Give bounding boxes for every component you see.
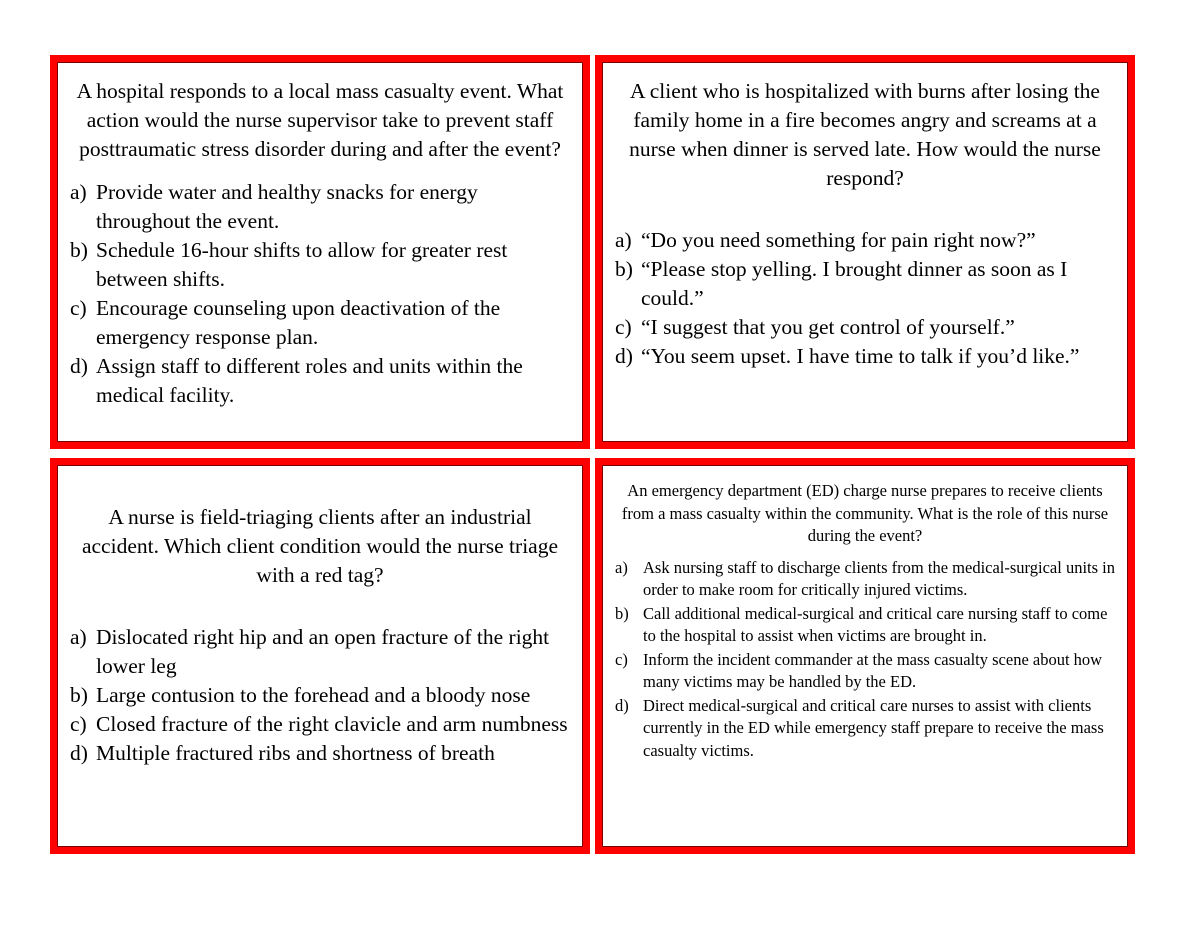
answer-option-c — [615, 649, 1118, 694]
option-text: “You seem upset. I have time to talk if you’d like.” — [641, 344, 1080, 368]
answer-option-d — [70, 352, 575, 410]
answer-option-c — [615, 313, 1120, 342]
option-text: Direct medical-surgical and critical care nurses to assist with clients currently in the ED while emergency staff prepare to receive the mass casualty victims. — [643, 695, 1104, 760]
option-text: Ask nursing staff to discharge clients from the medical-surgical units in order to make room for critically injured victims. — [643, 557, 1115, 599]
answer-option-d — [615, 695, 1118, 763]
option-text: Multiple fractured ribs and shortness of breath — [96, 741, 495, 765]
answer-option-c — [70, 710, 575, 739]
option-text: Dislocated right hip and an open fracture of the right lower leg — [96, 625, 550, 678]
option-text: Provide water and healthy snacks for energy throughout the event. — [96, 180, 478, 233]
question-card-3 — [50, 458, 590, 854]
option-letter: d) — [70, 354, 88, 378]
question-text: A hospital responds to a local mass casualty event. What action would the nurse supervisor take to prevent staff posttraumatic stress disorder during and after the event? — [76, 79, 564, 161]
option-text: Encourage counseling upon deactivation of the emergency response plan. — [96, 296, 501, 349]
option-letter: d) — [70, 741, 88, 765]
answer-option-a — [70, 178, 575, 236]
answer-option-b — [70, 236, 575, 294]
option-text: Schedule 16-hour shifts to allow for greater rest between shifts. — [96, 238, 508, 291]
question-text: An emergency department (ED) charge nurse prepares to receive clients from a mass casualty within the community. What is the role of this nurse during the event? — [621, 481, 1109, 545]
option-letter: b) — [615, 257, 633, 281]
option-letter: d) — [615, 344, 633, 368]
answer-option-c — [70, 294, 575, 352]
option-letter: c) — [615, 315, 632, 339]
answer-option-a — [615, 557, 1118, 602]
question-card-2 — [595, 55, 1135, 449]
option-text: Assign staff to different roles and units within the medical facility. — [96, 354, 523, 407]
question-text: A nurse is field-triaging clients after an industrial accident. Which client condition would the nurse triage with a red tag? — [81, 505, 559, 587]
option-letter: c) — [70, 296, 87, 320]
answer-option-a — [615, 226, 1120, 255]
option-letter: a) — [70, 625, 87, 649]
answer-option-b — [615, 255, 1120, 313]
option-text: “Do you need something for pain right now?” — [641, 228, 1036, 252]
option-letter: b) — [70, 238, 88, 262]
question-text: A client who is hospitalized with burns after losing the family home in a fire becomes angry and screams at a nurse when dinner is served late. How would the nurse respond? — [629, 79, 1101, 190]
option-text: “Please stop yelling. I brought dinner as soon as I could.” — [641, 257, 1068, 310]
option-text: Call additional medical-surgical and critical care nursing staff to come to the hospital to assist when victims are brought in. — [643, 603, 1108, 645]
question-card-4 — [595, 458, 1135, 854]
option-letter: a) — [615, 557, 628, 577]
answer-options — [57, 164, 583, 410]
option-letter: a) — [615, 228, 632, 252]
answer-options — [602, 193, 1128, 371]
question-card-1 — [50, 55, 590, 449]
option-text: Large contusion to the forehead and a bloody nose — [96, 683, 531, 707]
answer-options — [602, 548, 1128, 763]
answer-option-d — [615, 342, 1120, 371]
answer-option-a — [70, 623, 575, 681]
option-text: Inform the incident commander at the mass casualty scene about how many victims may be handled by the ED. — [643, 649, 1103, 691]
option-letter: a) — [70, 180, 87, 204]
answer-option-b — [615, 603, 1118, 648]
option-letter: d) — [615, 695, 629, 715]
option-text: “I suggest that you get control of yourself.” — [641, 315, 1015, 339]
option-letter: c) — [70, 712, 87, 736]
option-text: Closed fracture of the right clavicle and arm numbness — [96, 712, 568, 736]
answer-option-d — [70, 739, 575, 768]
option-letter: c) — [615, 649, 628, 669]
option-letter: b) — [70, 683, 88, 707]
answer-option-b — [70, 681, 575, 710]
answer-options — [57, 590, 583, 768]
option-letter: b) — [615, 603, 629, 623]
